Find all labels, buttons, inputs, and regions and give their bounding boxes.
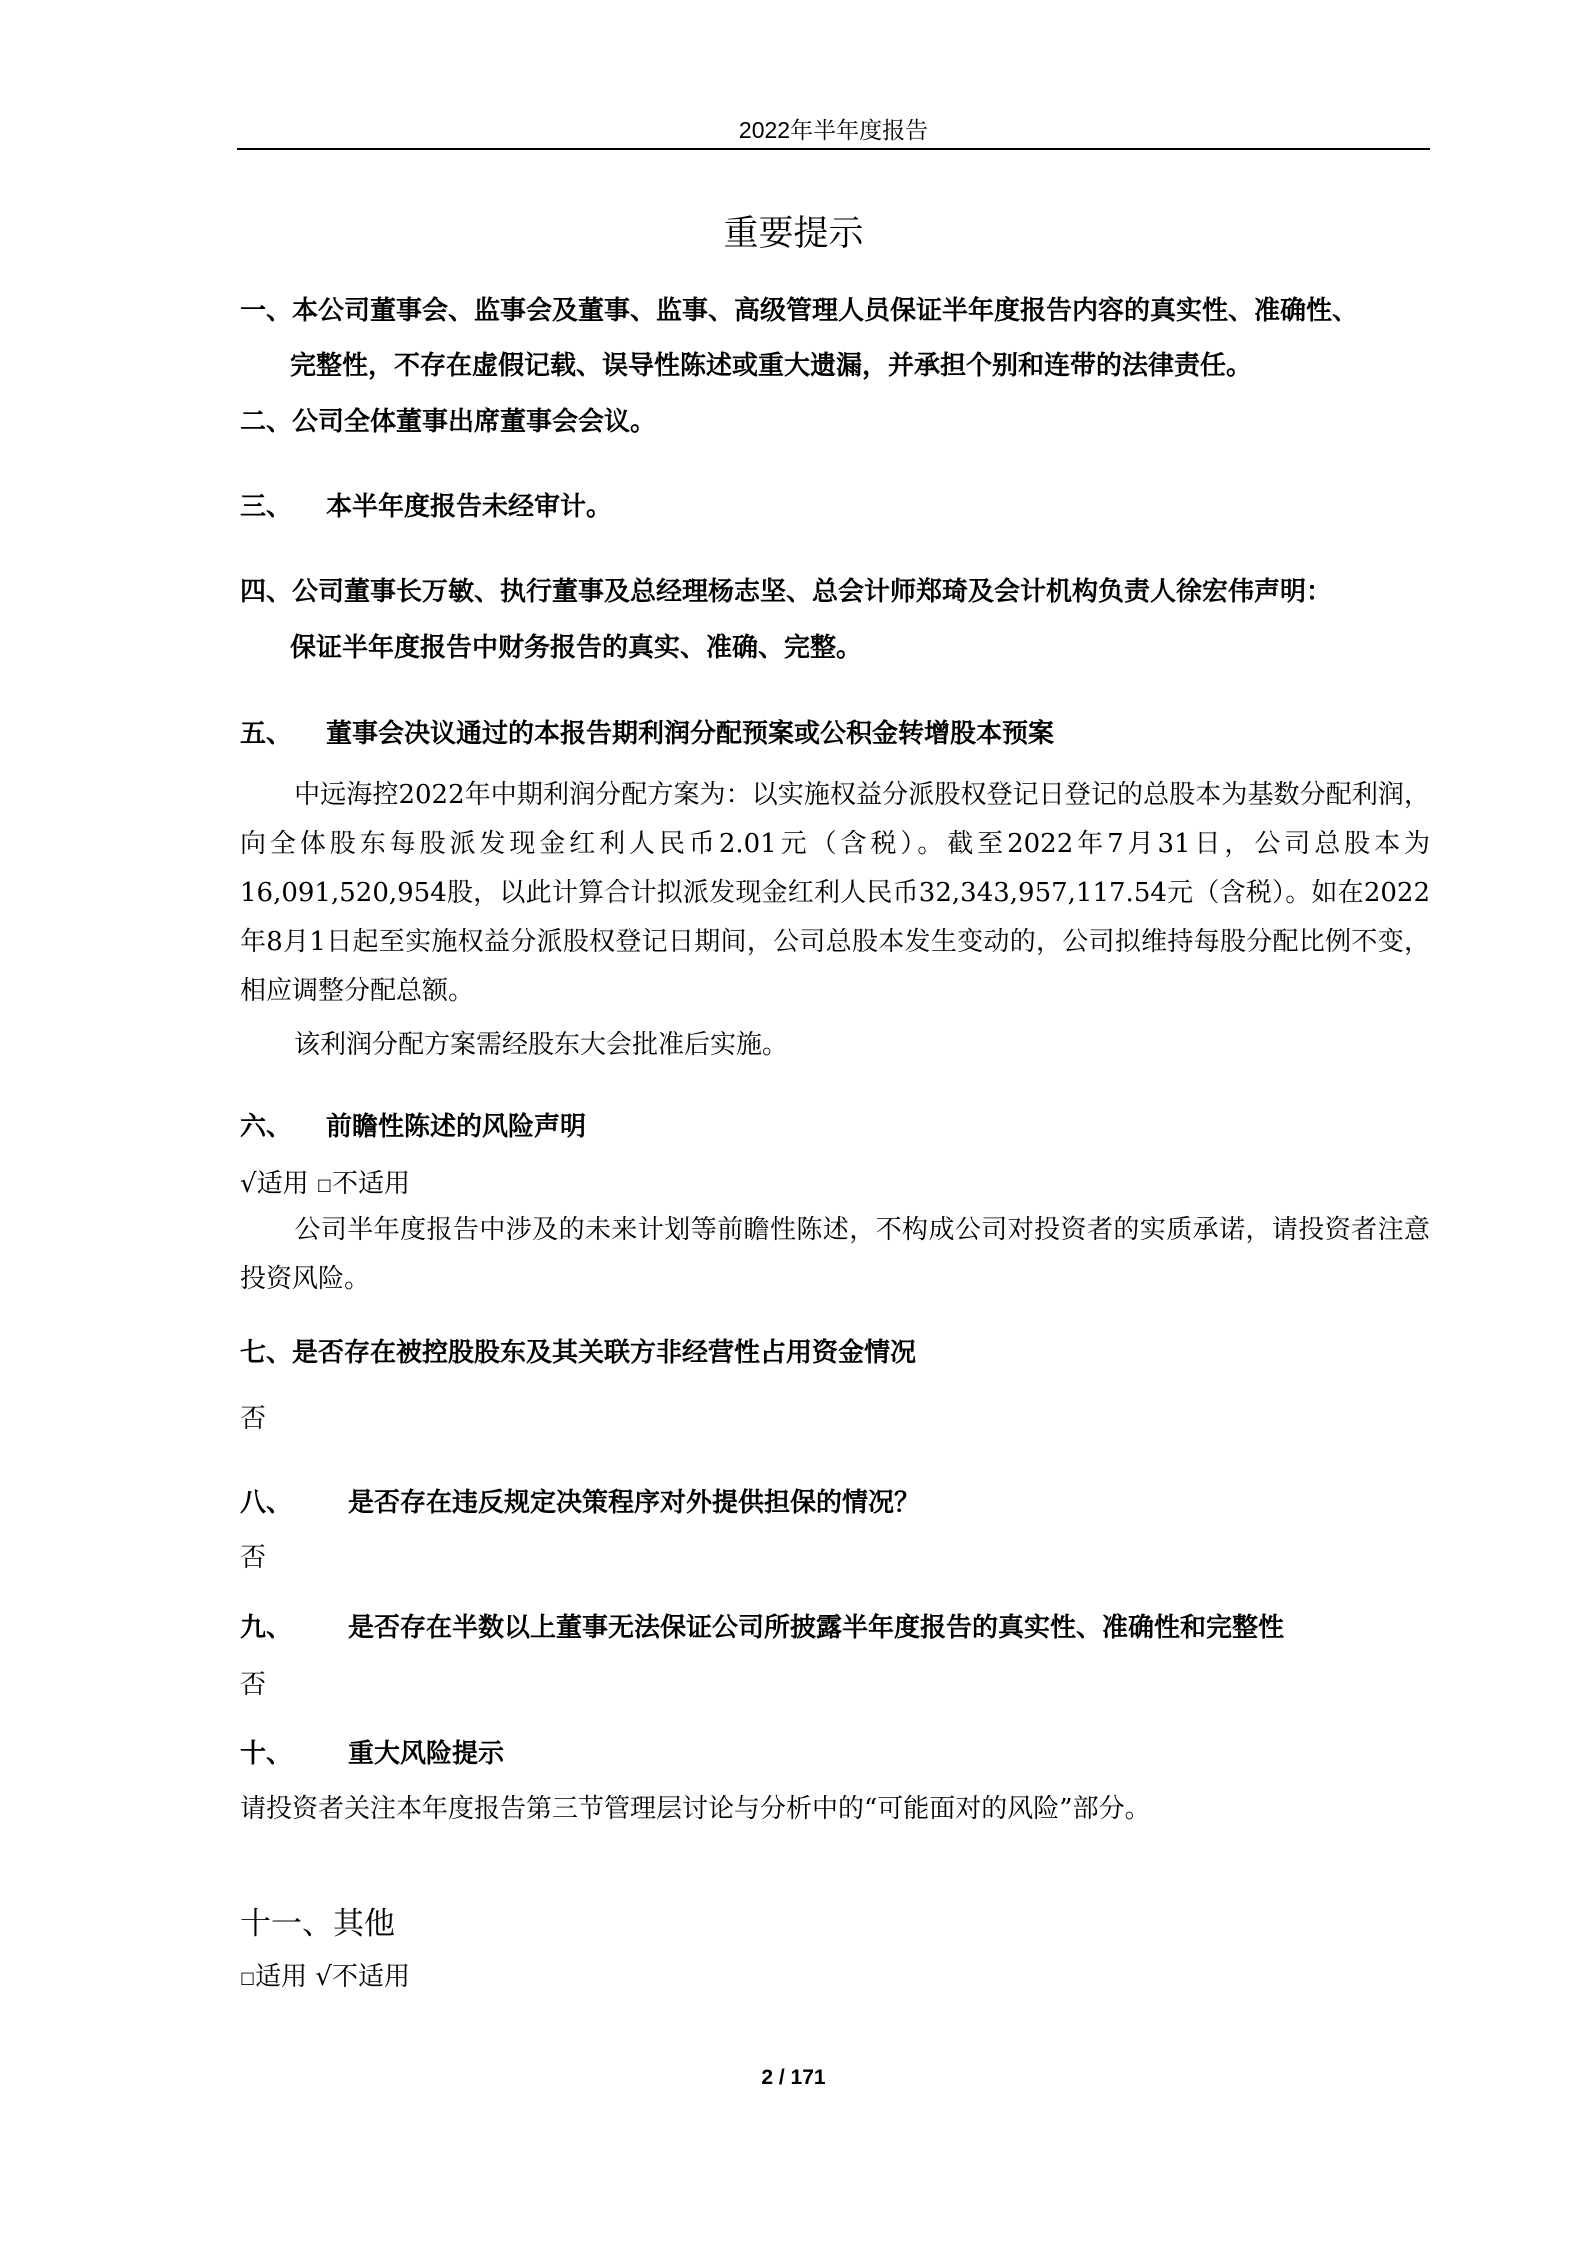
item-5-body — [240, 771, 1430, 1016]
item-5-body-text: 中远海控2022年中期利润分配方案为：以实施权益分派股权登记日登记的总股本为基数分配利润，向全体股东每股派发现金红利人民币2.01元（含税）。截至2022年7月31日，公司总股本为16,091,520,954股，以此计算合计拟派发现金红利人民币32,343,957,117.54元（含税）。如在2022年8月1日起至实施权益分派股权登记日期间，公司总股本发生变动的，公司拟维持每股分配比例不变，相应调整分配总额。 — [240, 780, 1430, 1006]
item-6-applicability — [240, 1163, 410, 1200]
item-6-body — [240, 1206, 1430, 1304]
item-9-heading — [240, 1607, 1284, 1644]
item-1-line-2: 完整性，不存在虚假记载、误导性陈述或重大遗漏，并承担个别和连带的法律责任。 — [290, 351, 1253, 381]
item-8-number: 八、 — [240, 1488, 293, 1518]
item-6-heading — [240, 1106, 586, 1143]
item-8-heading — [240, 1482, 920, 1519]
not-applicable-label: 不适用 — [331, 1169, 410, 1199]
item-5-number: 五、 — [240, 719, 293, 749]
applicable-label: 适用 — [255, 1962, 308, 1992]
item-8-answer: 否 — [240, 1543, 267, 1573]
item-2: 二、公司全体董事出席董事会会议。 — [240, 407, 657, 437]
item-5-text: 董事会决议通过的本报告期利润分配预案或公积金转增股本预案 — [326, 719, 1055, 749]
item-10-number: 十、 — [240, 1739, 293, 1769]
running-header: 2022年半年度报告 — [738, 117, 929, 143]
not-applicable-label: 不适用 — [331, 1962, 410, 1992]
item-5-body-2: 该利润分配方案需经股东大会批准后实施。 — [294, 1030, 789, 1060]
item-3-text: 本半年度报告未经审计。 — [326, 492, 613, 522]
checked-mark: √ — [240, 1169, 257, 1199]
page-number: 2 / 171 — [761, 2066, 826, 2089]
item-5-heading — [240, 713, 1054, 750]
item-3-number: 三、 — [240, 492, 293, 522]
item-8-text: 是否存在违反规定决策程序对外提供担保的情况？ — [348, 1488, 921, 1518]
unchecked-box: □ — [240, 1968, 256, 1987]
item-6-text: 前瞻性陈述的风险声明 — [326, 1112, 587, 1142]
item-4-line-1: 四、公司董事长万敏、执行董事及总经理杨志坚、总会计师郑琦及会计机构负责人徐宏伟声明： — [240, 577, 1333, 607]
item-10-heading — [240, 1733, 504, 1770]
item-4-line-2: 保证半年度报告中财务报告的真实、准确、完整。 — [290, 633, 863, 663]
unchecked-box: □ — [316, 1175, 332, 1194]
item-3 — [240, 486, 612, 523]
item-6-number: 六、 — [240, 1112, 293, 1142]
item-11-applicability — [240, 1956, 410, 1993]
item-10-text: 重大风险提示 — [348, 1739, 505, 1769]
header-divider — [237, 148, 1430, 150]
item-11-heading: 十一、其他 — [240, 1906, 395, 1942]
item-1-line-1: 一、本公司董事会、监事会及董事、监事、高级管理人员保证半年度报告内容的真实性、准确性、 — [240, 296, 1359, 326]
applicable-label: 适用 — [256, 1169, 309, 1199]
item-9-answer: 否 — [240, 1670, 267, 1700]
item-6-body-text: 公司半年度报告中涉及的未来计划等前瞻性陈述，不构成公司对投资者的实质承诺，请投资者注意投资风险。 — [240, 1215, 1430, 1294]
page-title: 重要提示 — [723, 214, 864, 254]
item-7: 七、是否存在被控股股东及其关联方非经营性占用资金情况 — [240, 1338, 917, 1368]
item-9-text: 是否存在半数以上董事无法保证公司所披露半年度报告的真实性、准确性和完整性 — [348, 1613, 1285, 1643]
item-9-number: 九、 — [240, 1613, 293, 1643]
item-10-body: 请投资者关注本年度报告第三节管理层讨论与分析中的“可能面对的风险”部分。 — [240, 1794, 1151, 1824]
item-7-answer: 否 — [240, 1404, 267, 1434]
checked-mark: √ — [315, 1962, 332, 1992]
